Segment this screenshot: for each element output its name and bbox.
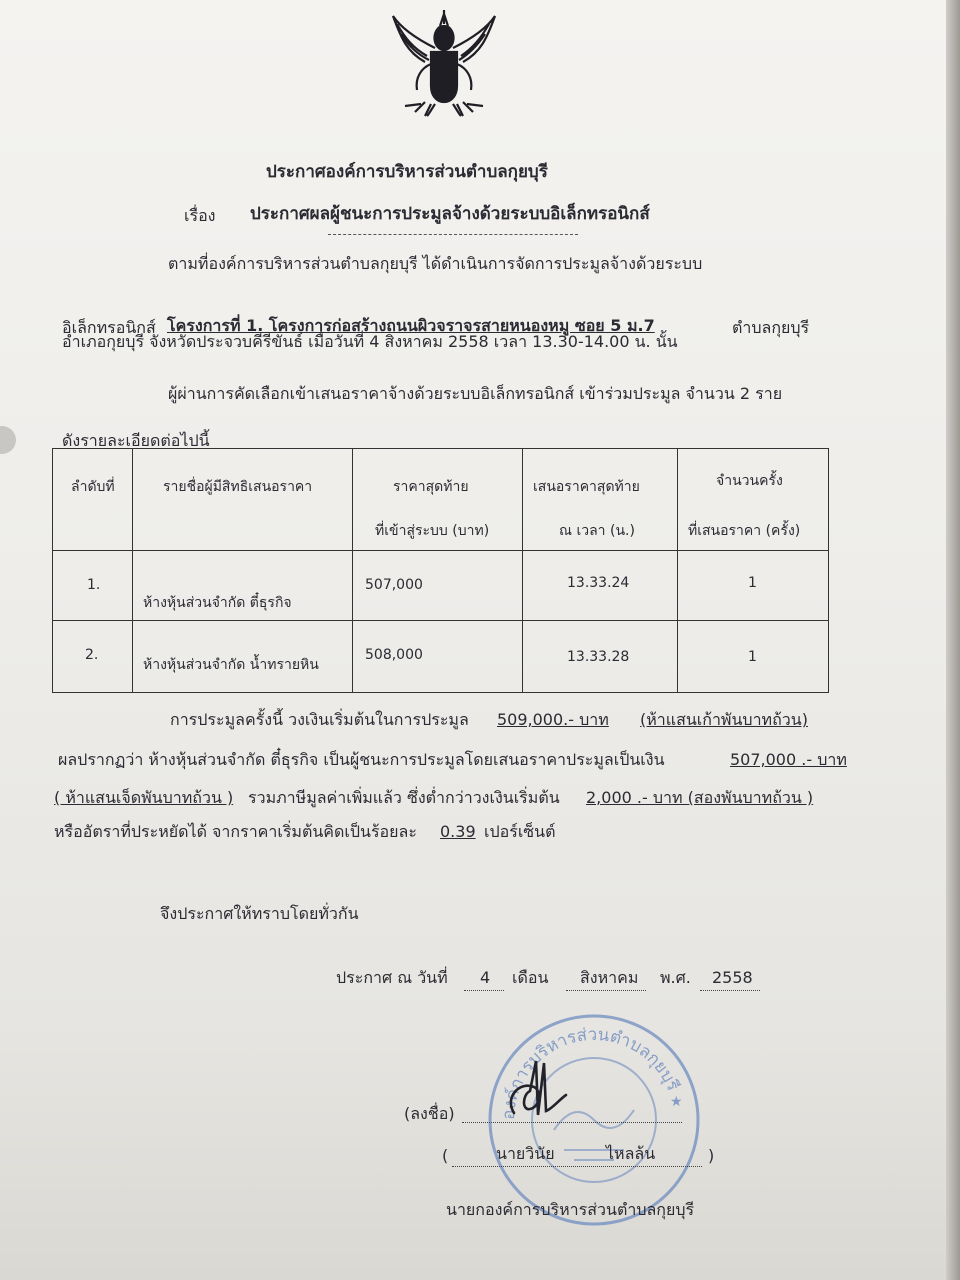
header-price-line1: ราคาสุดท้าย	[393, 479, 469, 495]
header-name: รายชื่อผู้มีสิทธิเสนอราคา	[163, 479, 313, 495]
date-month: สิงหาคม	[580, 968, 639, 987]
garuda-emblem-icon	[385, 8, 503, 118]
para1-line2-prefix: อิเล็กทรอนิกส์	[62, 318, 156, 337]
para1-line1: ตามที่องค์การบริหารส่วนตำบลกุยบุรี ได้ดำเนินการจัดการประมูลจ้างด้วยระบบ	[168, 254, 703, 273]
row-no: 2.	[85, 647, 99, 663]
signer-position: นายกองค์การบริหารส่วนตำบลกุยบุรี	[446, 1200, 695, 1219]
subject-title: ประกาศผลผู้ชนะการประมูลจ้างด้วยระบบอิเล็กทรอนิกส์	[250, 204, 650, 224]
name-dotted-line	[452, 1166, 702, 1167]
para1-line2-suffix: ตำบลกุยบุรี	[732, 318, 810, 337]
result-line2-prefix: ผลปรากฏว่า ห้างหุ้นส่วนจำกัด ตี๋ธุรกิจ เป็นผู้ชนะการประมูลโดยเสนอราคาประมูลเป็นเงิน	[58, 750, 665, 769]
stamp-text: องค์การบริหารส่วนตำบลกุยบุรี	[498, 1024, 683, 1121]
year-label: พ.ศ.	[660, 968, 691, 987]
date-day: 4	[480, 968, 491, 987]
sign-dotted-line	[462, 1122, 682, 1123]
result-line4-suffix: เปอร์เซ็นต์	[484, 822, 556, 841]
table-row	[53, 621, 829, 693]
year-dotted-line	[700, 990, 760, 991]
sign-label: (ลงชื่อ)	[404, 1104, 455, 1123]
svg-text:★: ★	[670, 1094, 683, 1110]
org-title: ประกาศองค์การบริหารส่วนตำบลกุยบุรี	[266, 162, 548, 182]
row-count: 1	[748, 649, 757, 665]
header-no: ลำดับที่	[71, 479, 115, 495]
row-name: ห้างหุ้นส่วนจำกัด ตี๋ธุรกิจ	[143, 595, 292, 611]
row-price: 508,000	[365, 647, 423, 663]
day-dotted-line	[464, 990, 504, 991]
header-divider	[328, 234, 578, 235]
project-name: โครงการที่ 1. โครงการก่อสร้างถนนผิวจราจรสายหนองหมู ซอย 5 ม.7	[167, 316, 655, 335]
date-prefix: ประกาศ ณ วันที่	[336, 968, 448, 987]
bidders-table	[52, 448, 829, 693]
winning-amount: 507,000 .- บาท	[730, 750, 847, 769]
header-count-line1: จำนวนครั้ง	[716, 473, 783, 489]
starting-amount-words: (ห้าแสนเก้าพันบาทถ้วน)	[640, 710, 808, 729]
row-count: 1	[748, 575, 757, 591]
name-close-paren: )	[708, 1146, 715, 1165]
row-name: ห้างหุ้นส่วนจำกัด น้ำทรายหิน	[143, 657, 319, 673]
row-time: 13.33.28	[567, 649, 630, 665]
table-header-row	[53, 449, 829, 551]
name-open-paren: (	[442, 1146, 449, 1165]
page-edge-shadow	[946, 0, 960, 1280]
date-year: 2558	[712, 968, 753, 987]
winning-amount-words: ( ห้าแสนเจ็ดพันบาทถ้วน )	[54, 788, 234, 807]
handwritten-signature	[500, 1055, 590, 1135]
result-line1-prefix: การประมูลครั้งนี้ วงเงินเริ่มต้นในการประมูล	[170, 710, 469, 729]
announce-text: จึงประกาศให้ทราบโดยทั่วกัน	[160, 904, 359, 923]
signer-last-name: ไหลล้น	[606, 1144, 656, 1163]
month-label: เดือน	[512, 968, 549, 987]
para2-line2: ดังรายละเอียดต่อไปนี้	[62, 431, 210, 450]
header-count-line2: ที่เสนอราคา (ครั้ง)	[688, 523, 801, 539]
header-time-line1: เสนอราคาสุดท้าย	[533, 479, 640, 495]
month-dotted-line	[566, 990, 646, 991]
header-time-line2: ณ เวลา (น.)	[559, 523, 635, 539]
signer-first-name: นายวินัย	[496, 1144, 555, 1163]
row-price: 507,000	[365, 577, 423, 593]
para1-line3: อำเภอกุยบุรี จังหวัดประจวบคีรีขันธ์ เมื่อวันที่ 4 สิงหาคม 2558 เวลา 13.30-14.00 น. นั้น	[62, 332, 678, 351]
savings-amount: 2,000 .- บาท (สองพันบาทถ้วน )	[586, 788, 814, 807]
row-time: 13.33.24	[567, 575, 630, 591]
row-no: 1.	[87, 577, 101, 593]
savings-percent: 0.39	[440, 822, 476, 841]
starting-amount: 509,000.- บาท	[497, 710, 609, 729]
table-row	[53, 551, 829, 621]
header-price-line2: ที่เข้าสู่ระบบ (บาท)	[375, 523, 490, 539]
para2-line1: ผู้ผ่านการคัดเลือกเข้าเสนอราคาจ้างด้วยระบบอิเล็กทรอนิกส์ เข้าร่วมประมูล จำนวน 2 ราย	[168, 384, 783, 403]
result-line3-middle: รวมภาษีมูลค่าเพิ่มแล้ว ซึ่งต่ำกว่าวงเงินเริ่มต้น	[248, 788, 560, 807]
subject-label: เรื่อง	[184, 206, 216, 225]
result-line4-prefix: หรืออัตราที่ประหยัดได้ จากราคาเริ่มต้นคิดเป็นร้อยละ	[54, 822, 417, 841]
